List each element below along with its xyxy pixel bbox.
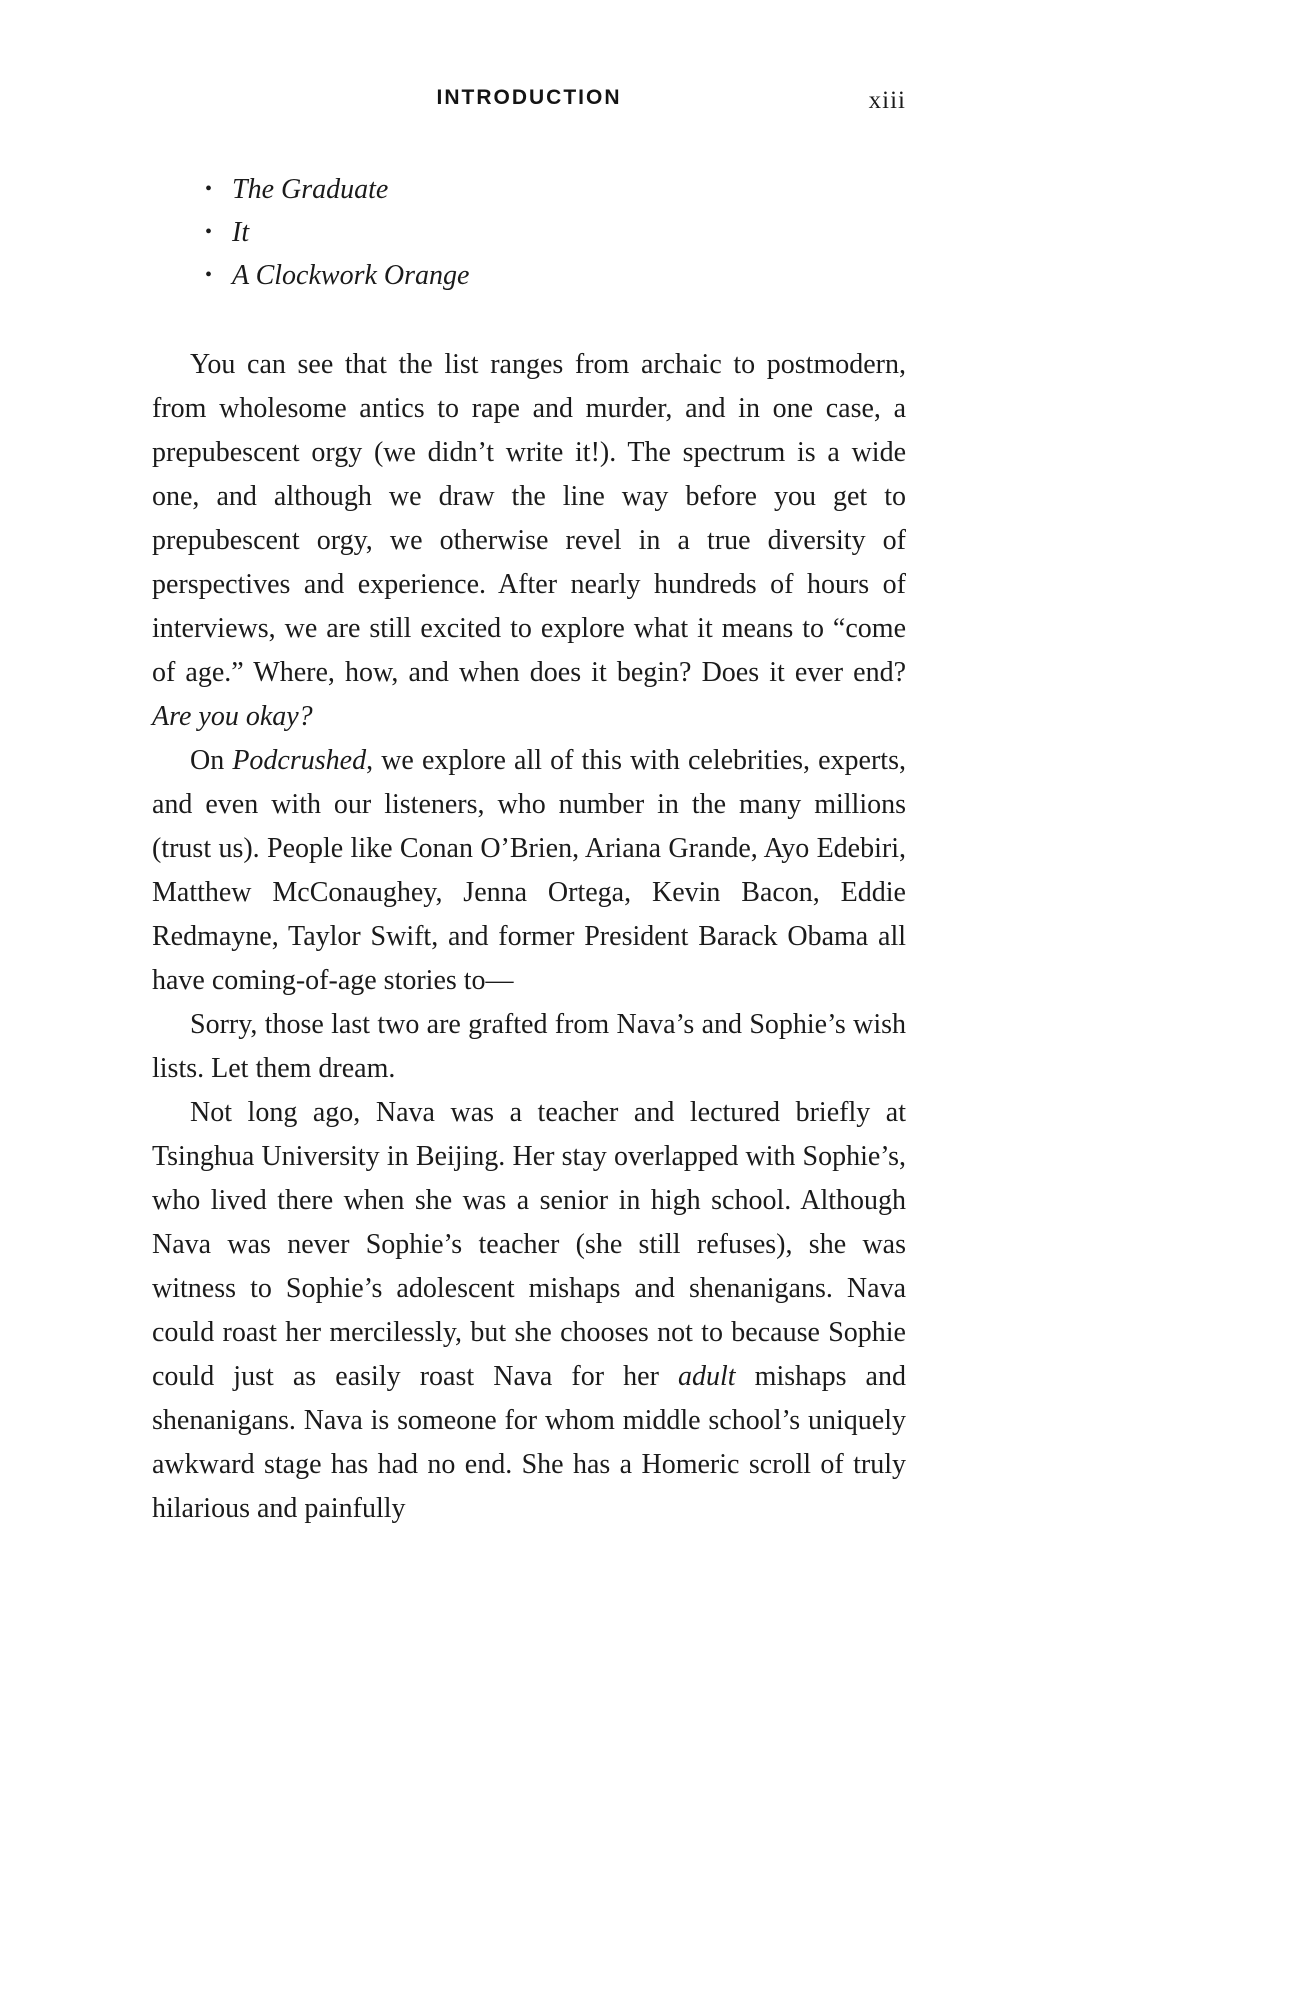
paragraph-text-italic: Are you okay? [152, 701, 313, 732]
bullet-icon: • [205, 178, 213, 200]
paragraph-text-italic: adult [678, 1361, 736, 1392]
bullet-list [205, 168, 906, 297]
paragraph-text: , we explore all of this with celebrities, experts, and even with our listeners, who number in the many millions (trust us). People like Conan O’Brien, Ariana Grande, Ayo Edebiri, Matthew McConaughey, Jenna Ortega, Kevin Bacon, Eddie Redmayne, Taylor Swift, and former President Barack Obama all have coming-of-age stories to— [152, 745, 906, 996]
list-item-text: A Clockwork Orange [232, 260, 470, 291]
paragraph-text: On [190, 745, 233, 776]
body-text [152, 343, 906, 1531]
paragraph-text: Not long ago, Nava was a teacher and lectured briefly at Tsinghua University in Beijing. Her stay overlapped with Sophie’s, who lived there when she was a senior in high school. Although Nava was never Sophie’s teacher (she still refuses), she was witness to Sophie’s adolescent mishaps and shenanigans. Nava could roast her mercilessly, but she chooses not to because Sophie could just as easily roast Nava for her [152, 1097, 906, 1392]
bullet-icon: • [205, 264, 213, 286]
list-item [205, 168, 906, 211]
paragraph [152, 1091, 906, 1531]
list-item-text: The Graduate [232, 174, 389, 205]
paragraph [152, 343, 906, 739]
paragraph-text-italic: Podcrushed [232, 745, 367, 776]
paragraph [152, 739, 906, 1003]
list-item [205, 254, 906, 297]
paragraph-text: mishaps and shenanigans. Nava is someone for whom middle school’s uniquely awkward stage has had no end. She has a Homeric scroll of truly hilarious and painfully [152, 1361, 906, 1524]
chapter-title: INTRODUCTION [436, 86, 622, 109]
book-page [152, 86, 906, 1531]
bullet-icon: • [205, 221, 213, 243]
page-number: xiii [868, 87, 906, 114]
list-item [205, 211, 906, 254]
paragraph-text: Sorry, those last two are grafted from Nava’s and Sophie’s wish lists. Let them dream. [152, 1009, 906, 1084]
paragraph-text: You can see that the list ranges from archaic to postmodern, from wholesome antics to rape and murder, and in one case, a prepubescent orgy (we didn’t write it!). The spectrum is a wide one, and although we draw the line way before you get to prepubescent orgy, we otherwise revel in a true diversity of perspectives and experience. After nearly hundreds of hours of interviews, we are still excited to explore what it means to “come of age.” Where, how, and when does it begin? Does it ever end? [152, 349, 906, 688]
running-head [152, 86, 906, 114]
paragraph [152, 1003, 906, 1091]
list-item-text: It [232, 217, 250, 248]
